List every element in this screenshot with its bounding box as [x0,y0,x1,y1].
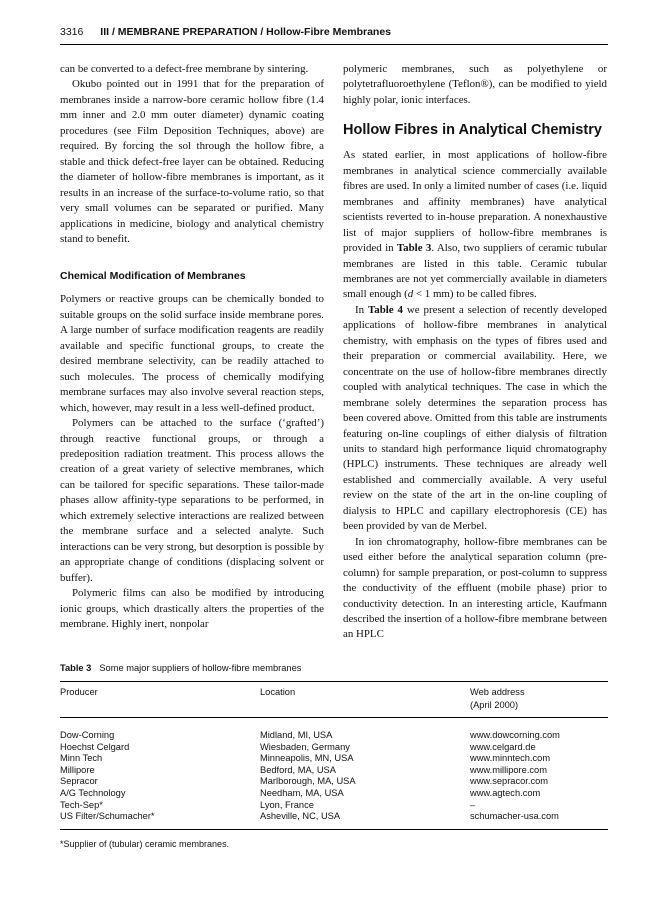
subsection-heading: Chemical Modification of Membranes [60,270,246,283]
producer-cell: US Filter/Schumacher* [60,811,155,822]
producer-cell: Sepracor [60,776,98,787]
table-row [60,788,608,800]
web-address-cell: – [470,799,476,810]
location-cell: Midland, MI, USA [260,730,333,740]
table [60,681,608,830]
right-column [343,62,607,643]
left-column [60,62,324,632]
table-label: Table 3 [60,663,92,673]
location-cell: Needham, MA, USA [260,787,344,798]
table-caption-text: Some major suppliers of hollow-fibre membranes [99,663,302,673]
web-address-cell[interactable]: www.dowcorning.com [470,730,560,740]
paragraph: polymeric membranes, such as polyethylene or polytetrafluoroethylene (Teflon®), can be modified to yield highly polar, ionic interfaces. [343,63,607,106]
table-row [60,718,608,742]
column-header-location: Location [260,687,296,697]
column-header-web-address [470,682,608,718]
table-row [60,765,608,777]
header-line: (April 2000) [470,699,519,710]
paragraph: can be converted to a defect-free membrane by sintering. [60,63,309,75]
header-rule [60,44,608,45]
header-line: Web address [470,687,525,697]
page-number: 3316 [60,26,84,38]
location-cell: Minneapolis, MN, USA [260,753,354,764]
table-header-row [60,682,608,718]
producer-cell: Minn Tech [60,753,103,764]
paragraph-text: As stated earlier, in most applications of hollow-fibre membranes in analytical science commercially available fibres are used. In only a limited number of cases (i.e. liquid membranes and affinity membranes) have analytical scientists reverted to in-house preparation. A nonexhaustive list of major suppliers of hollow-fibre membranes is provided in [343,149,607,255]
paragraph: In ion chromatography, hollow-fibre membranes can be used either before the analytical separation column (pre-column) for sample preparation, or post-column to suppress the conductivity of the effluent (mobile phase) prior to conductivity detection. In an interesting article, Kaufmann described the insertion of a hollow-fibre membrane between an HPLC [343,535,607,641]
paragraph [343,148,607,303]
producer-cell: Hoechst Celgard [60,741,130,752]
paragraph: Polymers or reactive groups can be chemically bonded to suitable groups on the solid surface inside membrane pores. A large number of surface modification reagents are readily available and specific functional groups, to create the desired membrane selectivity, can be readily attached to such molecules. The process of chemically modifying membrane surfaces may also involve several reaction steps, which, however, may result in a less well-defined product. [60,293,324,414]
paragraph-text: . Also, two suppliers of ceramic tubular membranes are listed in this table. Ceramic tubular membranes are not yet commercially available in diameters small enough ( [343,242,607,301]
table-caption [60,661,608,675]
section-heading: Hollow Fibres in Analytical Chemistry [343,122,602,139]
table-row [60,811,608,829]
table-row [60,753,608,765]
location-cell: Asheville, NC, USA [260,811,341,822]
web-address-cell[interactable]: www.minntech.com [470,753,551,764]
web-address-cell[interactable]: www.celgard.de [470,741,536,752]
location-cell: Bedford, MA, USA [260,764,336,775]
table-row [60,776,608,788]
running-head [60,26,608,38]
web-address-cell[interactable]: schumacher-usa.com [470,811,559,822]
table-row [60,742,608,754]
location-cell: Lyon, France [260,799,314,810]
paragraph: Polymers can be attached to the surface (‘grafted’) through reactive functional groups, or through a predeposition radiation treatment. This process allows the creation of a great variety of selective membranes, which can be tailored for specific separations. These tailor-made phases allow affinity-type separations to be performed, in which extremely selective interactions are realized between the membrane surface and a selected analyte. Such interactions can be very strong, but desorption is possible by an appropriate change of conditions (displacing solvent or buffer). [60,417,324,584]
web-address-cell[interactable]: www.sepracor.com [470,776,549,787]
paragraph-text: < 1 mm) to be called fibres. [413,288,537,301]
table-reference[interactable]: Table 3 [396,242,432,255]
column-header-producer: Producer [60,687,98,697]
table-footnote: *Supplier of (tubular) ceramic membranes. [60,838,230,849]
web-address-cell[interactable]: www.agtech.com [470,787,541,798]
paragraph [343,303,607,535]
location-cell: Marlborough, MA, USA [260,776,356,787]
producer-cell: A/G Technology [60,787,126,798]
table-reference[interactable]: Table 4 [368,303,403,316]
producer-cell: Millipore [60,764,95,775]
location-cell: Wiesbaden, Germany [260,741,350,752]
paragraph: Okubo pointed out in 1991 that for the preparation of membranes inside a narrow-bore ceramic hollow fibre (1.4 mm inner and 2.0 mm outer diameter) dynamic coating procedures (see Film Deposition Techniques, above) are required. By forcing the sol through the hollow fibre, a stable and thick defect-free layer can be obtained. Reducing the diameter of hollow-fibre membranes is important, as it results in an increase of the surface-to-volume ratio, so that very small volumes can be separated or purified. Many applications in medicine, biology and analytical chemistry stand to benefit. [60,78,324,245]
producer-cell: Tech-Sep* [60,799,103,810]
producer-cell: Dow-Corning [60,730,115,740]
table-row [60,800,608,812]
paragraph: Polymeric films can also be modified by introducing ionic groups, which drastically alters the properties of the membrane. Highly inert, nonpolar [60,587,324,630]
web-address-cell[interactable]: www.millipore.com [470,764,547,775]
paragraph-text: In [355,303,368,316]
suppliers-table [60,661,608,849]
running-title: III / MEMBRANE PREPARATION / Hollow-Fibre Membranes [100,26,391,38]
math-variable: d [407,288,414,301]
paragraph-text: we present a selection of recently developed applications of hollow-fibre membranes in analytical chemistry, with emphasis on the types of fibres used and their preparation or commercial availability. Here, we concentrate on the use of hollow-fibre membranes directly coupled with analytical techniques. The case in which the membrane solely determines the separation process has been covered above. Omitted from this table are instruments featuring on-line couplings of either dialysis of filtration units to standard high performance liquid chromatography (HPLC) instruments. These techniques are already well established and commercially available. A very useful review on the state of the art in the on-line coupling of dialysis to HPLC and capillary electrophoresis (CE) has been provided by van de Merbel. [343,303,608,533]
